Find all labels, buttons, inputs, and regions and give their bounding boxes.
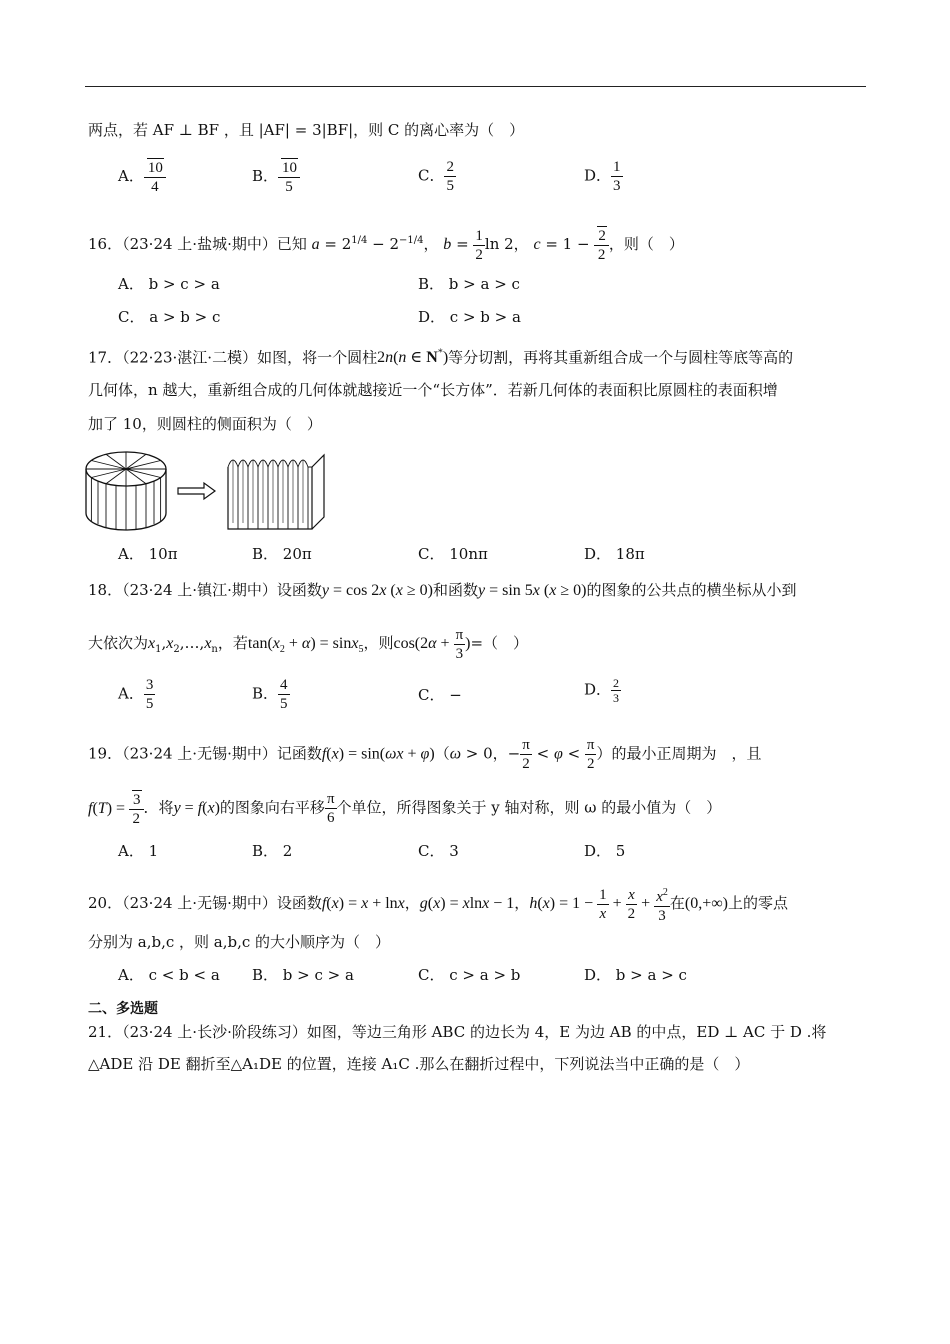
q16-stem: 16．（23·24 上·盐城·期中）已知 $a = 2^{1/4} - 2^{-1/4}$， b = $\frac{1}{2}$ ln 2， c = 1 − $\frac{2}{2}$ ，则（ ） bbox=[88, 227, 684, 263]
q17-cylinder-figure bbox=[84, 443, 330, 535]
q19-stem-line2: f(T) = $\frac{3}{2}$ ．将y = f(x)的图象向右平移 $\frac{\pi}{6}$ 个单位，所得图象关于 y 轴对称，则 ω 的最小值为（ ） bbox=[88, 791, 722, 827]
q16-option-d: D． c > b > a bbox=[418, 308, 521, 326]
q17-option-d: D． 18π bbox=[584, 545, 645, 563]
q21-stem-line1: 21．（23·24 上·长沙·阶段练习）如图，等边三角形 ABC 的边长为 4，E 为边 AB 的中点，ED ⊥ AC 于 D .将 bbox=[88, 1023, 827, 1041]
q17-stem-line1: 17．（22·23·湛江·二模）如图，将一个圆柱2n(n ∈ N*)等分切割，再将其重新组合成一个与圆柱等底等高的 bbox=[88, 348, 794, 367]
q17-stem-line2: 几何体，n 越大，重新组合成的几何体就越接近一个“长方体”．若新几何体的表面积比原圆柱的表面积增 bbox=[88, 381, 778, 399]
q19-option-c: C． 3 bbox=[418, 842, 459, 860]
q20-stem-line1: 20．（23·24 上·无锡·期中）设函数f(x) = x + lnx，g(x) = xlnx − 1，h(x) = 1 − $\frac{1}{x}$ + $\frac{x}{2}$ + $\frac{x^2}{3}$ 在(0,+∞)上的零点 bbox=[88, 884, 788, 925]
q20-option-b: B． b > c > a bbox=[252, 966, 354, 984]
q15-option-a: A． $\frac{10}{4}$ bbox=[118, 158, 166, 196]
section-heading: 二、多选题 bbox=[88, 1001, 158, 1017]
q21-stem-line2: △ADE 沿 DE 翻折至△A₁DE 的位置，连接 A₁C .那么在翻折过程中，下列说法当中正确的是（ ） bbox=[88, 1055, 750, 1073]
q18-option-d: D． $\frac{2}{3}$ bbox=[584, 676, 620, 705]
q16-option-a: A． b > c > a bbox=[118, 275, 220, 293]
q15-option-d: D． $\frac{1}{3}$ bbox=[584, 159, 621, 194]
q20-stem-line2: 分别为 a,b,c ，则 a,b,c 的大小顺序为（ ） bbox=[88, 933, 391, 951]
q17-option-b: B． 20π bbox=[252, 545, 312, 563]
q19-option-b: B． 2 bbox=[252, 842, 293, 860]
q18-option-c: C． − bbox=[418, 686, 462, 704]
q19-option-d: D． 5 bbox=[584, 842, 626, 860]
q16-option-c: C． a > b > c bbox=[118, 308, 221, 326]
q19-option-a: A． 1 bbox=[118, 842, 159, 860]
header-rule bbox=[85, 86, 866, 87]
q20-option-c: C． c > a > b bbox=[418, 966, 521, 984]
q20-option-d: D． b > a > c bbox=[584, 966, 687, 984]
q18-option-a: A． $\frac{3}{5}$ bbox=[118, 677, 154, 712]
q18-stem-line2: 大依次为$x_1,x_2,\dots,x_n$，若$\tan(x_2 + \alpha) = \sin x_5$，则cos(2α + $\frac{\pi}{3}$ )=（ ） bbox=[88, 627, 529, 662]
q18-option-b: B． $\frac{4}{5}$ bbox=[252, 677, 288, 712]
q18-stem-line1: 18．（23·24 上·镇江·期中）设函数y = cos 2x (x ≥ 0)和函数y = sin 5x (x ≥ 0)的图象的公共点的横坐标从小到 bbox=[88, 581, 797, 599]
q17-stem-line3: 加了 10，则圆柱的侧面积为（ ） bbox=[88, 415, 322, 433]
q19-stem-line1: 19．（23·24 上·无锡·期中）记函数f(x) = sin(ωx + φ)（ω > 0，− $\frac{\pi}{2}$ < φ < $\frac{\pi}{2}$ ）的最小正周期为 ，且 bbox=[88, 737, 762, 772]
q15-option-c: C． $\frac{2}{5}$ bbox=[418, 159, 454, 194]
q16-option-b: B． b > a > c bbox=[418, 275, 520, 293]
q17-option-c: C． 10nπ bbox=[418, 545, 488, 563]
q17-option-a: A． 10π bbox=[118, 545, 178, 563]
q20-option-a: A． c < b < a bbox=[118, 966, 220, 984]
q15-stem: 两点，若 AF ⊥ BF ，且 |AF| = 3|BF|，则 C 的离心率为（ ） bbox=[88, 121, 525, 139]
q15-option-b: B． $\frac{10}{5}$ bbox=[252, 158, 300, 196]
